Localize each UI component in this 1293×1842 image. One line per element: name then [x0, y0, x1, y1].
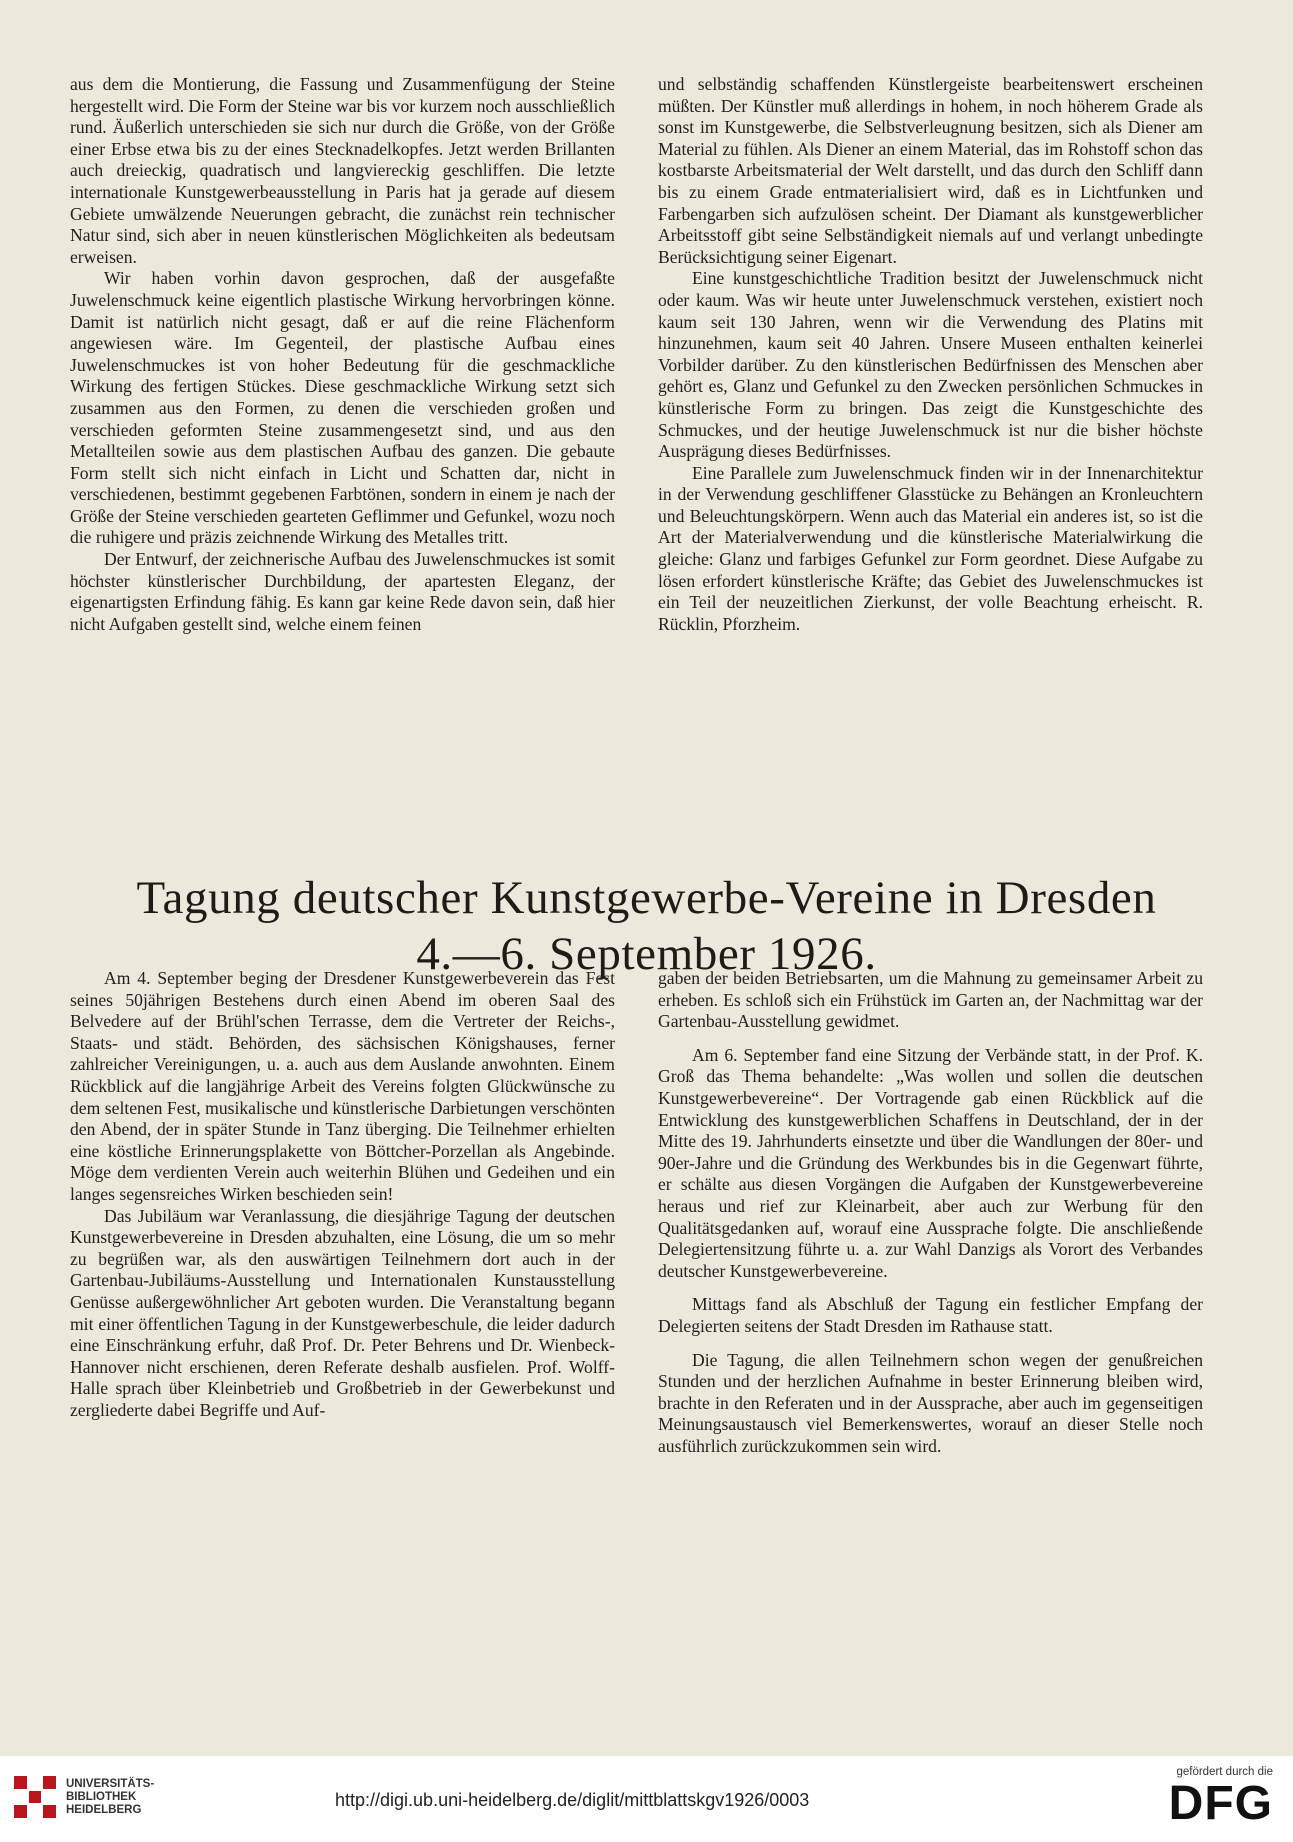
article-jewelry — [70, 74, 1203, 635]
library-logo[interactable] — [14, 1776, 154, 1818]
paragraph: aus dem die Montierung, die Fassung und Zusammenfügung der Steine hergestellt wird. Die Form der Steine war bis vor kurzem noch ausschließlich rund. Äußerlich unterschieden sie sich nur durch die Größe, von der Größe einer Erbse etwa bis zu der eines Stecknadelkopfes. Jetzt werden Brillanten auch dreieckig, quadratisch und langviereckig geschliffen. Die letzte internationale Kunstgewerbeausstellung in Paris hat ja gerade auf diesem Gebiete umwälzende Neuerungen gebracht, die zunächst rein technischer Natur sind, sich aber in neuen künstlerischen Möglichkeiten als bedeutsam erweisen. — [70, 74, 615, 267]
article-jewelry-left-column — [70, 74, 615, 635]
article-dresden — [70, 968, 1203, 1457]
funder-block[interactable] — [1169, 1766, 1273, 1830]
dfg-logo: DFG — [1168, 1777, 1273, 1830]
paragraph: gaben der beiden Betriebsarten, um die Mahnung zu gemeinsamer Arbeit zu erheben. Es schloß sich ein Frühstück im Garten an, der Nachmittag war der Gartenbau-Ausstellung gewidmet. — [658, 968, 1203, 1032]
library-footer — [0, 1756, 1293, 1842]
paragraph: und selbständig schaffenden Künstlergeiste bearbeitenswert erscheinen müßten. Der Künstler muß allerdings in hohem, in noch höherem Grade als sonst im Kunstgewerbe, die Selbstverleugnung besitzen, sich als Diener am Material zu fühlen. Als Diener an einem Material, das im Rohstoff schon das kostbarste Arbeitsmaterial der Welt darstellt, und das durch den Schliff dann bis zu einem Grade entmaterialisiert wird, daß es in Lichtfunken und Farbengarben sich aufzulösen scheint. Der Diamant als kunstgewerblicher Arbeitsstoff gibt seine Selbständigkeit niemals auf und verlangt unbedingte Berücksichtigung seiner Eigenart. — [658, 74, 1203, 267]
article-jewelry-right-column — [658, 74, 1203, 635]
paragraph: Der Entwurf, der zeichnerische Aufbau des Juwelenschmuckes ist somit höchster künstlerischer Durchbildung, der apartesten Eleganz, der eigenartigsten Erfindung fähig. Es kann gar keine Rede davon sein, daß hier nicht Aufgaben gestellt sind, welche einem feinen — [70, 549, 615, 634]
article-heading — [60, 870, 1233, 982]
paragraph: Das Jubiläum war Veranlassung, die diesjährige Tagung der deutschen Kunstgewerbevereine in Dresden abzuhalten, eine Lösung, die um so mehr zu begrüßen war, als den auswärtigen Teilnehmern dort auch in der Gartenbau-Jubiläums-Ausstellung und Internationalen Kunstausstellung Genüsse außergewöhnlicher Art geboten wurden. Die Veranstaltung begann mit einer öffentlichen Tagung in der Kunstgewerbeschule, die leider dadurch eine Einschränkung erfuhr, daß Prof. Dr. Peter Behrens und Dr. Wienbeck-Hannover nicht erschienen, deren Referate deshalb ausfielen. Prof. Wolff-Halle sprach über Kleinbetrieb und Großbetrieb in der Gewerbekunst und zergliederte dabei Begriffe und Auf- — [70, 1205, 615, 1420]
paragraph: Wir haben vorhin davon gesprochen, daß der ausgefaßte Juwelenschmuck keine eigentlich plastische Wirkung hervorbringen könne. Damit ist natürlich nicht gesagt, daß er auf die reine Flächenform angewiesen wäre. Im Gegenteil, der plastische Aufbau eines Juwelenschmuckes ist von hoher Bedeutung für die geschmackliche Wirkung des fertigen Stückes. Diese geschmackliche Wirkung setzt sich zusammen aus den Formen, zu denen die verschieden großen und verschieden geformten Steine zusammengesetzt sind, und aus den Metallteilen sowie aus dem plastischen Aufbau des ganzen. Die gebaute Form stellt sich nicht einfach in Licht und Schatten dar, nicht in verschiedenen, bestimmt gegebenen Farbtönen, sondern in einem je nach der Größe der Steine verschieden gearteten Geflimmer und Gefunkel, wozu noch die ruhigere und präzis zeichnende Wirkung des Metalles tritt. — [70, 268, 615, 548]
paragraph: Am 6. September fand eine Sitzung der Verbände statt, in der Prof. K. Groß das Thema behandelte: „Was wollen und sollen die deutschen Kunstgewerbevereine“. Der Vortragende gab einen Rückblick auf die Entwicklung des kunstgewerblichen Schaffens in Deutschland, der in der Mitte des 19. Jahrhunderts einsetzte und über die Wandlungen der 80er- und 90er-Jahre und die Gründung des Werkbundes bis in die Gegenwart führte, er schälte aus diesen Vorgängen die Aufgaben der Kunstgewerbevereine heraus und rief zur Kleinarbeit, aber auch zur Werbung für den Qualitätsgedanken auf, worauf eine Aussprache folgte. Die anschließende Delegiertensitzung führte u. a. zur Wahl Danzigs als Vorort des Verbandes deutscher Kunstgewerbevereine. — [658, 1044, 1203, 1281]
permalink-url[interactable]: http://digi.ub.uni-heidelberg.de/diglit/mittblattskgv1926/0003 — [335, 1790, 810, 1810]
university-seal-icon — [14, 1776, 56, 1818]
paragraph: Eine Parallele zum Juwelenschmuck finden wir in der Innenarchitektur in der Verwendung geschliffener Glasstücke zu Behängen an Kronleuchtern und Beleuchtungskörpern. Wenn auch das Material ein anderes ist, so ist die Art der Materialverwendung und die künstlerische Materialwirkung die gleiche: Glanz und farbiges Gefunkel zur Form geordnet. Diese Aufgabe zu lösen erfordert künstlerische Kräfte; das Gebiet des Juwelenschmuckes ist ein Teil der neuzeitlichen Zierkunst, der volle Beachtung erheischt. R. Rücklin, Pforzheim. — [658, 462, 1203, 634]
article-dresden-right-column — [658, 968, 1203, 1457]
heading-line-2: 4.—6. September 1926. — [416, 928, 877, 980]
paragraph: Am 4. September beging der Dresdener Kunstgewerbeverein das Fest seines 50jährigen Bestehens durch einen Abend im oberen Saal des Belvedere auf der Brühl'schen Terrasse, dem die Vertreter der Reichs-, Staats- und städt. Behörden, des sächsischen Königshauses, ferner zahlreicher Vereinigungen, u. a. auch aus dem Auslande anwohnten. Einem Rückblick auf die langjährige Arbeit des Vereins folgten Glückwünsche zu dem seltenen Fest, musikalische und künstlerische Darbietungen verschönten den Abend, der in später Stunde in Tanz überging. Die Teilnehmer erhielten eine köstliche Erinnerungsplakette von Böttcher-Porzellan als Angebinde. Möge dem verdienten Verein auch weiterhin Blühen und Gedeihen und ein langes segensreiches Wirken beschieden sein! — [70, 968, 615, 1204]
library-name: UNIVERSITÄTS- BIBLIOTHEK HEIDELBERG — [66, 1777, 155, 1816]
paragraph: Mittags fand als Abschluß der Tagung ein festlicher Empfang der Delegierten seitens der Stadt Dresden im Rathause statt. — [658, 1294, 1203, 1336]
paragraph: Die Tagung, die allen Teilnehmern schon wegen der genußreichen Stunden und der herzlichen Aufnahme in bester Erinnerung bleiben wird, brachte in den Referaten und in der Aussprache, aber auch im gegenseitigen Meinungsaustausch viel Bemerkenswertes, worauf an dieser Stelle noch ausführlich zurückzukommen sein wird. — [658, 1349, 1203, 1456]
paragraph: Eine kunstgeschichtliche Tradition besitzt der Juwelenschmuck nicht oder kaum. Was wir heute unter Juwelenschmuck verstehen, existiert noch kaum seit 130 Jahren, wenn wir die Verwendung des Platins mit hinzunehmen, kaum seit 40 Jahren. Unsere Museen enthalten keinerlei Vorbilder darüber. Zu den künstlerischen Bedürfnissen des Menschen aber gehört es, Glanz und Gefunkel zu den Zwecken persönlichen Schmuckes in künstlerische Form zu bringen. Das zeigt die Kunstgeschichte des Schmuckes, und der heutige Juwelenschmuck ist nur die bisher höchste Ausprägung dieses Bedürfnisses. — [658, 268, 1203, 462]
funded-by-label: gefördert durch die — [1176, 1766, 1273, 1778]
heading-line-1: Tagung deutscher Kunstgewerbe-Vereine in Dresden — [136, 872, 1157, 924]
article-dresden-left-column — [70, 968, 615, 1457]
